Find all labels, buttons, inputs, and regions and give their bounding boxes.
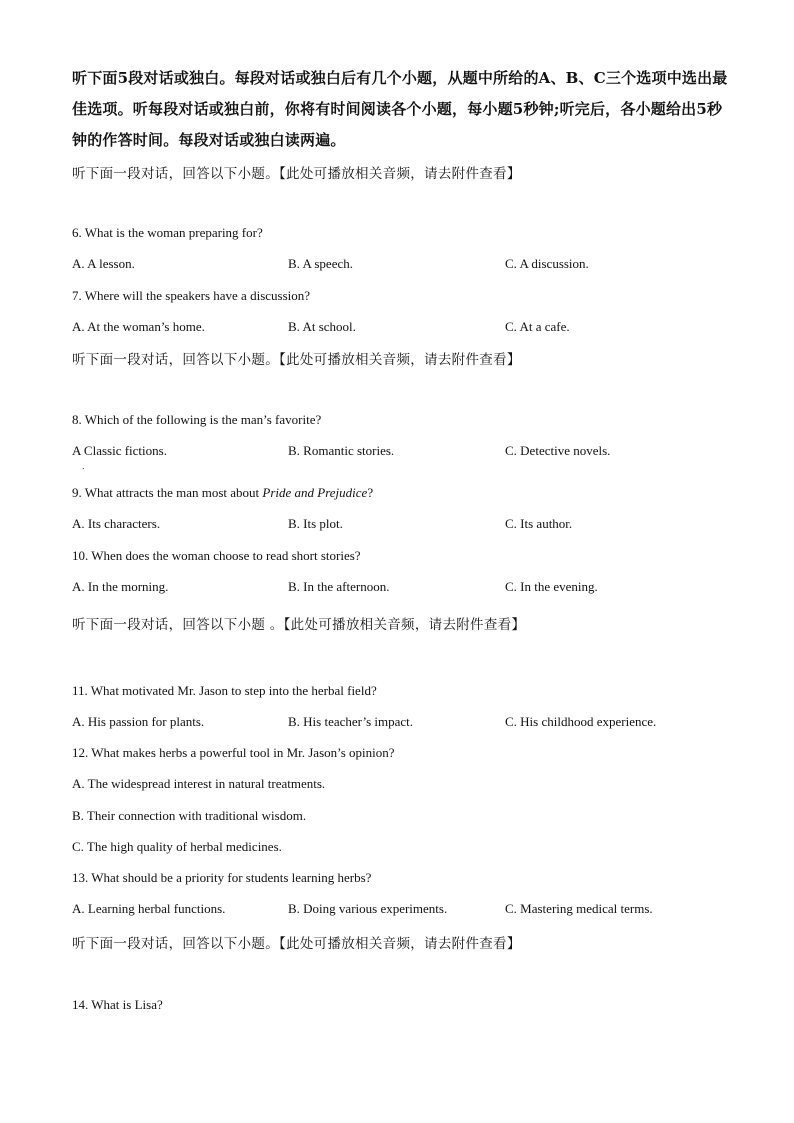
question-11: 11. What motivated Mr. Jason to step into the herbal field? (72, 683, 377, 698)
question-8: 8. Which of the following is the man’s favorite? (72, 412, 322, 427)
q8-option-b: B. Romantic stories. (288, 443, 395, 458)
question-12: 12. What makes herbs a powerful tool in Mr. Jason’s opinion? (72, 745, 395, 760)
q6-option-b: B. A speech. (288, 256, 353, 271)
q13-option-b: B. Doing various experiments. (288, 901, 448, 916)
q6-option-a: A. A lesson. (72, 256, 135, 271)
q12-option-c: C. The high quality of herbal medicines. (72, 839, 282, 854)
question-14: 14. What is Lisa? (72, 997, 163, 1012)
q9-option-c: C. Its author. (505, 516, 573, 531)
question-9 (72, 485, 373, 501)
q11-option-b: B. His teacher’s impact. (288, 714, 414, 729)
q7-option-b: B. At school. (288, 319, 356, 334)
q10-option-c: C. In the evening. (505, 579, 598, 594)
q10-option-b: B. In the afternoon. (288, 579, 390, 594)
q9-option-b: B. Its plot. (288, 516, 343, 531)
q6-option-c: C. A discussion. (505, 256, 589, 271)
stray-dot-mark: . (82, 462, 85, 471)
listening-instructions: 听下面5段对话或独白。每段对话或独白后有几个小题，从题中所给的A、B、C三个选项中选出最佳选项。听每段对话或独白前，你将有时间阅读各个小题，每小题5秒钟;听完后，各小题给出5秒钟的作答时间。每段对话或独白读两遍。 (72, 69, 728, 149)
section-note-4: 听下面一段对话，回答以下小题。【此处可播放相关音频，请去附件查看】 (72, 936, 521, 952)
q13-option-a: A. Learning herbal functions. (72, 901, 226, 916)
section-note-1: 听下面一段对话，回答以下小题。【此处可播放相关音频，请去附件查看】 (72, 166, 521, 182)
q12-option-a: A. The widespread interest in natural treatments. (72, 776, 326, 791)
q13-option-c: C. Mastering medical terms. (505, 901, 653, 916)
question-9-book-title: Pride and Prejudice (262, 485, 368, 500)
question-9-end: ? (367, 485, 374, 500)
question-10: 10. When does the woman choose to read short stories? (72, 548, 361, 563)
question-9-text: 9. What attracts the man most about (72, 485, 263, 500)
q10-option-a: A. In the morning. (72, 579, 169, 594)
section-note-3: 听下面一段对话，回答以下小题 。【此处可播放相关音频，请去附件查看】 (72, 617, 526, 633)
section-note-2: 听下面一段对话，回答以下小题。【此处可播放相关音频，请去附件查看】 (72, 352, 521, 368)
q7-option-a: A. At the woman’s home. (72, 319, 205, 334)
q8-option-a: A Classic fictions. (72, 443, 167, 458)
q8-option-c: C. Detective novels. (505, 443, 611, 458)
q11-option-a: A. His passion for plants. (72, 714, 205, 729)
question-7: 7. Where will the speakers have a discussion? (72, 288, 311, 303)
q11-option-c: C. His childhood experience. (505, 714, 657, 729)
question-13: 13. What should be a priority for students learning herbs? (72, 870, 372, 885)
q12-option-b: B. Their connection with traditional wisdom. (72, 808, 307, 823)
q7-option-c: C. At a cafe. (505, 319, 570, 334)
q9-option-a: A. Its characters. (72, 516, 161, 531)
question-6: 6. What is the woman preparing for? (72, 225, 263, 240)
